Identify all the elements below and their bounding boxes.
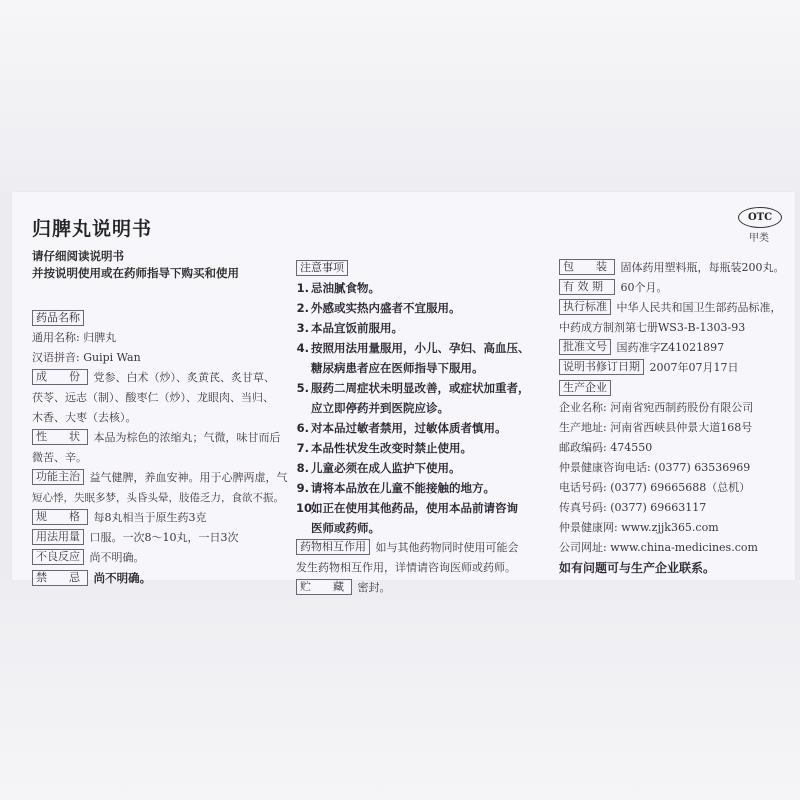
indications-label: 功能主治 bbox=[32, 469, 84, 485]
generic-name-label: 通用名称: bbox=[32, 331, 80, 344]
precautions-list bbox=[296, 278, 556, 538]
precaution-item bbox=[296, 498, 556, 518]
precaution-text: 对本品过敏者禁用，过敏体质者慎用。 bbox=[311, 421, 507, 435]
address-label: 生产地址: bbox=[559, 421, 607, 434]
health-web-row bbox=[559, 518, 784, 538]
approval-label: 批准文号 bbox=[559, 339, 611, 355]
precaution-item bbox=[296, 458, 556, 478]
interaction-label: 药物相互作用 bbox=[296, 539, 370, 555]
precaution-item bbox=[296, 298, 556, 318]
precaution-number: 10. bbox=[296, 501, 317, 515]
precaution-text: 忌油腻食物。 bbox=[311, 281, 380, 295]
phone-row bbox=[559, 478, 784, 498]
storage-text: 密封。 bbox=[357, 581, 391, 594]
package-label: 包 装 bbox=[559, 259, 615, 275]
precaution-number: 2. bbox=[296, 301, 309, 315]
precaution-number: 1. bbox=[296, 281, 309, 295]
drug-name-section-label: 药品名称 bbox=[32, 310, 84, 326]
revision-text: 2007年07月17日 bbox=[649, 361, 739, 374]
precaution-item bbox=[296, 398, 556, 418]
precaution-item bbox=[296, 518, 556, 538]
precaution-text: 请将本品放在儿童不能接触的地方。 bbox=[311, 481, 495, 495]
precaution-text: 服药二周症状未明显改善，或症状加重者， bbox=[311, 381, 530, 395]
company-web-text: www.china-medicines.com bbox=[610, 541, 758, 554]
revision-label: 说明书修订日期 bbox=[559, 359, 644, 375]
indications-row bbox=[32, 468, 294, 488]
validity-row bbox=[559, 278, 784, 298]
company-label: 企业名称: bbox=[559, 401, 607, 414]
generic-name-row bbox=[32, 328, 294, 348]
precaution-number: 3. bbox=[296, 321, 309, 335]
generic-name-value: 归脾丸 bbox=[83, 331, 117, 344]
ingredients-row bbox=[32, 368, 294, 388]
precaution-text: 医师或药师。 bbox=[311, 521, 380, 535]
health-web-label: 仲景健康网: bbox=[559, 521, 618, 534]
spec-row bbox=[32, 508, 294, 528]
properties-label: 性 状 bbox=[32, 429, 88, 445]
revision-row bbox=[559, 358, 784, 378]
ingredients-text: 木香、大枣（去核）。 bbox=[32, 411, 137, 424]
column-precautions bbox=[296, 258, 556, 598]
postcode-label: 邮政编码: bbox=[559, 441, 607, 454]
standard-label: 执行标准 bbox=[559, 299, 611, 315]
standard-text: 中药成方制剂第七册WS3-B-1303-93 bbox=[559, 321, 746, 334]
precaution-text: 外感或实热内盛者不宜服用。 bbox=[311, 301, 461, 315]
precaution-item bbox=[296, 438, 556, 458]
address-row bbox=[559, 418, 784, 438]
otc-badge: OTC bbox=[738, 207, 782, 228]
notice-line: 请仔细阅读说明书 bbox=[32, 249, 124, 263]
precaution-text: 如正在使用其他药品，使用本品前请咨询 bbox=[311, 501, 518, 515]
precaution-item bbox=[296, 278, 556, 298]
company-web-label: 公司网址: bbox=[559, 541, 607, 554]
postcode-row bbox=[559, 438, 784, 458]
precaution-item bbox=[296, 478, 556, 498]
ingredients-label: 成 份 bbox=[32, 369, 88, 385]
precaution-text: 应立即停药并到医院应诊。 bbox=[311, 401, 449, 415]
precaution-number: 7. bbox=[296, 441, 309, 455]
precaution-item bbox=[296, 378, 556, 398]
approval-text: 国药准字Z41021897 bbox=[616, 341, 725, 354]
precaution-number: 4. bbox=[296, 341, 309, 355]
ingredients-text: 茯苓、远志（制）、酸枣仁（炒）、龙眼肉、当归、 bbox=[32, 391, 274, 404]
package-row bbox=[559, 258, 784, 278]
properties-row bbox=[32, 428, 294, 448]
storage-label: 贮 藏 bbox=[296, 579, 352, 595]
spec-label: 规 格 bbox=[32, 509, 88, 525]
properties-text: 微苦、辛。 bbox=[32, 451, 87, 464]
precaution-item bbox=[296, 318, 556, 338]
adverse-label: 不良反应 bbox=[32, 549, 84, 565]
indications-text: 益气健脾，养血安神。用于心脾两虚，气 bbox=[89, 471, 288, 484]
reading-notice bbox=[32, 248, 239, 282]
fax-text: (0377) 69663117 bbox=[610, 501, 707, 514]
manufacturer-section-label: 生产企业 bbox=[559, 380, 611, 396]
interaction-row bbox=[296, 538, 556, 558]
health-web-text: www.zjjk365.com bbox=[621, 521, 719, 534]
column-drug-info bbox=[32, 308, 294, 588]
validity-text: 60个月。 bbox=[620, 281, 668, 294]
contra-text: 尚不明确。 bbox=[93, 571, 152, 585]
fax-row bbox=[559, 498, 784, 518]
storage-row bbox=[296, 578, 556, 598]
standard-text: 中华人民共和国卫生部药品标准， bbox=[616, 301, 782, 314]
precaution-text: 本品宜饭前服用。 bbox=[311, 321, 403, 335]
address-text: 河南省西峡县仲景大道168号 bbox=[610, 421, 753, 434]
background-top bbox=[0, 0, 800, 192]
adverse-text: 尚不明确。 bbox=[89, 551, 145, 564]
notice-line: 并按说明使用或在药师指导下购买和使用 bbox=[32, 266, 239, 280]
precaution-item bbox=[296, 338, 556, 358]
ingredients-text: 党参、白术（炒）、炙黄芪、炙甘草、 bbox=[93, 371, 275, 384]
validity-label: 有 效 期 bbox=[559, 279, 615, 295]
spec-text: 每8丸相当于原生药3克 bbox=[93, 511, 207, 524]
background-bottom bbox=[0, 580, 800, 800]
dosage-label: 用法用量 bbox=[32, 529, 84, 545]
column-manufacturer bbox=[559, 258, 784, 578]
standard-row bbox=[559, 298, 784, 318]
hotline-row bbox=[559, 458, 784, 478]
leaflet-sheet bbox=[12, 192, 795, 594]
company-web-row bbox=[559, 538, 784, 558]
precaution-number: 9. bbox=[296, 481, 309, 495]
postcode-text: 474550 bbox=[610, 441, 653, 454]
precaution-text: 本品性状发生改变时禁止使用。 bbox=[311, 441, 472, 455]
precaution-item bbox=[296, 358, 556, 378]
phone-label: 电话号码: bbox=[559, 481, 607, 494]
interaction-text: 如与其他药物同时使用可能会 bbox=[375, 541, 519, 554]
leaflet-title: 归脾丸说明书 bbox=[32, 218, 153, 240]
otc-class-label: 甲类 bbox=[749, 233, 769, 244]
pinyin-row bbox=[32, 348, 294, 368]
precaution-text: 糖尿病患者应在医师指导下服用。 bbox=[311, 361, 484, 375]
precaution-text: 按照用法用量服用，小儿、孕妇、高血压、 bbox=[311, 341, 530, 355]
closing-note: 如有问题可与生产企业联系。 bbox=[559, 561, 716, 575]
dosage-row bbox=[32, 528, 294, 548]
precaution-number: 5. bbox=[296, 381, 309, 395]
precaution-item bbox=[296, 418, 556, 438]
properties-text: 本品为棕色的浓缩丸；气微，味甘而后 bbox=[93, 431, 281, 444]
contra-row bbox=[32, 568, 294, 588]
precaution-number: 6. bbox=[296, 421, 309, 435]
dosage-text: 口服。一次8～10丸，一日3次 bbox=[89, 531, 239, 544]
approval-row bbox=[559, 338, 784, 358]
company-row bbox=[559, 398, 784, 418]
adverse-row bbox=[32, 548, 294, 568]
pinyin-label: 汉语拼音: bbox=[32, 351, 80, 364]
package-text: 固体药用塑料瓶，每瓶装200丸。 bbox=[620, 261, 785, 274]
precautions-label: 注意事项 bbox=[296, 260, 348, 276]
precaution-text: 儿童必须在成人监护下使用。 bbox=[311, 461, 461, 475]
pinyin-value: Guipi Wan bbox=[83, 351, 141, 364]
interaction-text: 发生药物相互作用，详情请咨询医师或药师。 bbox=[296, 561, 516, 574]
company-text: 河南省宛西制药股份有限公司 bbox=[610, 401, 754, 414]
indications-text: 短心悸，失眠多梦，头昏头晕，肢倦乏力，食欲不振。 bbox=[32, 492, 284, 504]
phone-text: (0377) 69665688（总机） bbox=[610, 481, 751, 494]
precaution-number: 8. bbox=[296, 461, 309, 475]
hotline-text: (0377) 63536969 bbox=[654, 461, 751, 474]
hotline-label: 仲景健康咨询电话: bbox=[559, 461, 651, 474]
contra-label: 禁 忌 bbox=[32, 570, 88, 586]
fax-label: 传真号码: bbox=[559, 501, 607, 514]
